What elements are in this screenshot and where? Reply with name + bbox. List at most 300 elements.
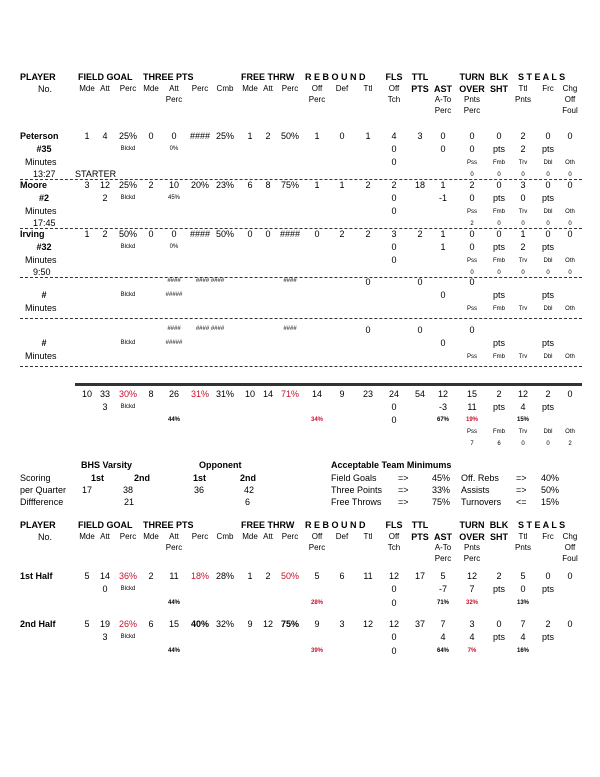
- totals-stat-over: 15: [466, 389, 478, 399]
- minimum-label: Off. Rebs: [461, 473, 499, 483]
- half-stat-ftp: 50%: [280, 571, 300, 581]
- player-stat-ftm: 0: [247, 229, 253, 239]
- minimum-op: =>: [516, 485, 527, 495]
- half-stat-ast: 5: [440, 571, 446, 581]
- player-stat-off: 1: [314, 131, 320, 141]
- blocked-label: Blckd: [120, 292, 136, 298]
- half-stat-over: 3: [469, 619, 475, 629]
- half-stl-perc: 13%: [516, 600, 530, 606]
- empty-pts: 0: [417, 277, 423, 287]
- assist-to: 1: [440, 242, 446, 252]
- half-col-att1: Att: [100, 532, 110, 541]
- top-col-ttl: Ttl: [363, 84, 373, 93]
- minutes-value: 13:27: [33, 169, 56, 179]
- half-stat-cmb: 32%: [215, 619, 235, 629]
- three-att-perc: 45%: [167, 195, 181, 201]
- steal-points: 2: [520, 242, 526, 252]
- half-col-mde2: Mde: [143, 532, 159, 541]
- empty-hash: ####: [167, 278, 181, 284]
- empty-over: 0: [469, 277, 475, 287]
- player-stat-fls: 2: [391, 180, 397, 190]
- half-stat-perc: 36%: [118, 571, 138, 581]
- bhs-varsity-title: BHS Varsity: [81, 460, 133, 470]
- pss-label: Pss: [466, 209, 478, 215]
- half-stat-ttl: 11: [363, 571, 373, 581]
- player-stat-ast: 1: [440, 180, 446, 190]
- half-stat-pts: 37: [414, 619, 426, 629]
- turnover-breakdown: 0: [497, 172, 501, 178]
- trv-label: Trv: [518, 209, 528, 215]
- half-stat-att: 14: [99, 571, 111, 581]
- totals-ato: -3: [438, 402, 448, 412]
- half-col-perc-a: Perc: [434, 554, 452, 563]
- player-stat-ftm: 1: [247, 131, 253, 141]
- trv-label: Trv: [518, 258, 528, 264]
- half-col-perc1: Perc: [119, 532, 137, 541]
- bhs-2nd-label: 2nd: [134, 473, 151, 483]
- half-col-off2: Off: [564, 543, 576, 552]
- touch-fouls: 0: [391, 157, 397, 167]
- bhs-2nd-score: 38: [123, 485, 134, 495]
- half-stat-att3: 11: [169, 571, 179, 581]
- totals-stl-pnts: 4: [520, 402, 526, 412]
- half-stat-ttl: 12: [362, 619, 374, 629]
- half-stat-stl: 5: [520, 571, 526, 581]
- totals-stat-fls: 24: [388, 389, 400, 399]
- minimum-value: 75%: [432, 497, 451, 507]
- empty-divider: [20, 366, 582, 367]
- top-freethrw-header: FREE THRW: [241, 72, 295, 82]
- player-stat-over: 0: [469, 131, 475, 141]
- dbl-label: Dbl: [543, 209, 553, 215]
- totals-stat-ttl: 23: [362, 389, 374, 399]
- half-stat-over: 12: [466, 571, 478, 581]
- totals-stat-off: 14: [311, 389, 323, 399]
- player-divider: [20, 277, 582, 278]
- empty-hash: ####: [167, 326, 181, 332]
- steal-points: 0: [520, 193, 526, 203]
- half-stat-ftm: 9: [247, 619, 253, 629]
- top-col-over: OVER: [459, 84, 485, 94]
- top-col-mde3: Mde: [242, 84, 258, 93]
- top-col-ast: AST: [434, 84, 452, 94]
- pts-label: pts: [492, 290, 506, 300]
- totals-stat-att3: 26: [168, 389, 180, 399]
- minutes-label: Minutes: [25, 157, 57, 167]
- turnover-points: 0: [469, 242, 475, 252]
- half-off-perc: 28%: [310, 600, 324, 606]
- half-col-offperc: Perc: [308, 543, 326, 552]
- half-col-perc-b: Perc: [463, 554, 481, 563]
- minimum-value: 15%: [541, 497, 560, 507]
- starter-note: STARTER: [75, 169, 117, 179]
- half-ato: 4: [440, 632, 446, 642]
- totals-stat-chg: 0: [567, 389, 573, 399]
- trv-label: Trv: [518, 160, 528, 166]
- player-stat-frc: 0: [545, 229, 551, 239]
- top-col-ato: A-To: [434, 95, 452, 104]
- diff-1st: 21: [124, 497, 135, 507]
- top-fls-header: FLS: [385, 72, 403, 82]
- player-name: Peterson: [20, 131, 59, 141]
- empty-ttl: 0: [365, 325, 371, 335]
- half-col-chg: Chg: [562, 532, 578, 541]
- turnover-breakdown: 0: [546, 221, 550, 227]
- opp-2nd-score: 42: [244, 485, 255, 495]
- half-stat-fls: 12: [388, 619, 400, 629]
- half-stat-fta: 12: [262, 619, 274, 629]
- top-col-cmb: Cmb: [216, 84, 234, 93]
- half-tch: 0: [391, 646, 397, 656]
- empty-hash: #### ####: [195, 278, 225, 284]
- totals-off-perc: 34%: [310, 417, 324, 423]
- minimum-op: =>: [398, 497, 409, 507]
- player-stat-ftp: 75%: [280, 180, 300, 190]
- top-col-att3: Att: [263, 84, 273, 93]
- minimum-label: Turnovers: [461, 497, 502, 507]
- half-threepts-header: THREE PTS: [143, 520, 194, 530]
- half-stat-ftm: 1: [247, 571, 253, 581]
- top-col-att2: Att: [169, 84, 179, 93]
- dbl-label: Dbl: [543, 160, 553, 166]
- turnover-breakdown: 2: [470, 221, 474, 227]
- half-att-perc: 44%: [167, 600, 181, 606]
- half-ato-perc: 71%: [436, 600, 450, 606]
- scoring-label: Scoring: [20, 473, 51, 483]
- half-att-perc: 44%: [167, 648, 181, 654]
- player-stat-fls: 3: [391, 229, 397, 239]
- player-stat-frc: 0: [545, 180, 551, 190]
- half-stat-cmb: 28%: [215, 571, 235, 581]
- half-col-frc: Frc: [542, 532, 554, 541]
- minutes-value: 9:50: [33, 267, 51, 277]
- empty-divider: [20, 318, 582, 319]
- minutes-value: 17:45: [33, 218, 56, 228]
- pts-label: pts: [541, 242, 555, 252]
- empty-ttl: 0: [365, 277, 371, 287]
- minimum-label: Assists: [461, 485, 490, 495]
- top-col-tch: Tch: [387, 95, 401, 104]
- half-stat-chg: 0: [567, 571, 573, 581]
- player-stat-chg: 0: [567, 131, 573, 141]
- player-number: #35: [36, 144, 52, 154]
- oth-label: Oth: [565, 209, 575, 215]
- half-stat-frc: 2: [545, 619, 551, 629]
- empty-hash: ####: [283, 278, 297, 284]
- totals-stat-mde: 10: [81, 389, 93, 399]
- half-stat-sht: 0: [496, 619, 502, 629]
- minimum-op: =>: [398, 473, 409, 483]
- top-col-chg: Chg: [562, 84, 578, 93]
- totals-stat-pts: 54: [414, 389, 426, 399]
- minutes-label: Minutes: [25, 303, 57, 313]
- turnover-breakdown: 0: [568, 270, 572, 276]
- half-col-perc2: Perc: [191, 532, 209, 541]
- trv-label: Trv: [518, 306, 528, 312]
- oth-label: Oth: [565, 160, 575, 166]
- totals-over-perc: 19%: [465, 417, 479, 423]
- half-stat-frc: 0: [545, 571, 551, 581]
- minutes-label: Minutes: [25, 255, 57, 265]
- half-col-ato: A-To: [434, 543, 452, 552]
- assist-to: 0: [440, 144, 446, 154]
- player-stat-mde3: 0: [148, 131, 154, 141]
- opponent-title: Opponent: [199, 460, 242, 470]
- per-quarter-label: per Quarter: [20, 485, 67, 495]
- opp-2nd-label: 2nd: [240, 473, 257, 483]
- player-stat-chg: 0: [567, 229, 573, 239]
- player-stat-ttl: 2: [365, 180, 371, 190]
- player-stat-mde: 1: [84, 229, 90, 239]
- top-col-def: Def: [335, 84, 349, 93]
- top-fieldgoal-header: FIELD GOAL: [78, 72, 133, 82]
- minimum-op: <=: [516, 497, 527, 507]
- minimum-op: =>: [516, 473, 527, 483]
- steal-points: 2: [520, 144, 526, 154]
- player-stat-def: 2: [339, 229, 345, 239]
- top-col-foul: Foul: [562, 106, 578, 115]
- player-stat-ast: 0: [440, 131, 446, 141]
- top-turn-header: TURN: [459, 72, 485, 82]
- totals-stat-perc3: 31%: [190, 389, 210, 399]
- half-blk-header: BLK: [489, 520, 509, 530]
- turnover-breakdown: 0: [497, 221, 501, 227]
- pts-label: pts: [541, 584, 555, 594]
- player-stat-att3: 10: [168, 180, 180, 190]
- pss-label: Pss: [466, 354, 478, 360]
- top-no-header: No.: [37, 84, 53, 94]
- half-stat-ftp: 75%: [280, 619, 300, 629]
- half-label: 1st Half: [20, 571, 53, 581]
- trv-label: Trv: [518, 354, 528, 360]
- bhs-1st-score: 17: [82, 485, 93, 495]
- player-stat-cmb: 50%: [215, 229, 235, 239]
- totals-breakdown: 7: [470, 441, 474, 447]
- minimum-label: Three Points: [331, 485, 383, 495]
- empty-pts: 0: [417, 325, 423, 335]
- player-stat-perc: 25%: [118, 131, 138, 141]
- minutes-label: Minutes: [25, 351, 57, 361]
- top-col-offperc: Perc: [308, 95, 326, 104]
- half-stat-chg: 0: [567, 619, 573, 629]
- fmb-label: Fmb: [493, 258, 505, 264]
- bhs-1st-label: 1st: [91, 473, 105, 483]
- minutes-label: Minutes: [25, 206, 57, 216]
- totals-breakdown: 6: [497, 441, 501, 447]
- totals-stat-frc: 2: [545, 389, 551, 399]
- player-stat-cmb: 25%: [215, 131, 235, 141]
- oth-label: Oth: [565, 258, 575, 264]
- half-col-pnts: Pnts: [463, 543, 481, 552]
- player-stat-att: 2: [102, 229, 108, 239]
- half-ttl-header: TTL: [411, 520, 429, 530]
- half-stat-mde3: 2: [148, 571, 154, 581]
- minimum-value: 40%: [541, 473, 560, 483]
- half-stat-sht: 2: [496, 571, 502, 581]
- player-name: Irving: [20, 229, 45, 239]
- minimum-value: 45%: [432, 473, 451, 483]
- dbl-label: Dbl: [543, 429, 553, 435]
- player-stat-att3: 0: [171, 229, 177, 239]
- oth-label: Oth: [565, 429, 575, 435]
- player-stat-off: 1: [314, 180, 320, 190]
- player-stat-ftp: 50%: [280, 131, 300, 141]
- top-blk-header: BLK: [489, 72, 509, 82]
- blocked-label: Blckd: [120, 404, 136, 410]
- player-number: #32: [36, 242, 52, 252]
- half-col-stlpnts: Pnts: [514, 543, 532, 552]
- turnover-points: 0: [469, 193, 475, 203]
- half-stat-perc3: 18%: [190, 571, 210, 581]
- blocked-count: 2: [102, 193, 108, 203]
- minimum-label: Field Goals: [331, 473, 377, 483]
- top-col-pnts: Pnts: [463, 95, 481, 104]
- turnover-breakdown: 0: [470, 270, 474, 276]
- half-col-cmb: Cmb: [216, 532, 234, 541]
- fouls-offensive: 0: [391, 242, 397, 252]
- fouls-offensive: 0: [391, 144, 397, 154]
- half-stat-pts: 17: [414, 571, 426, 581]
- half-stat-perc3: 40%: [190, 619, 210, 629]
- pts-label: pts: [541, 402, 555, 412]
- half-col-fls_off: Off: [388, 532, 400, 541]
- opp-1st-score: 36: [194, 485, 205, 495]
- player-stat-fta: 2: [265, 131, 271, 141]
- player-stat-chg: 0: [567, 180, 573, 190]
- top-threepts-header: THREE PTS: [143, 72, 194, 82]
- player-stat-stl: 3: [520, 180, 526, 190]
- totals-blocked: 3: [102, 402, 108, 412]
- pts-label: pts: [541, 632, 555, 642]
- totals-tch: 0: [391, 415, 397, 425]
- blocked-label: Blckd: [120, 340, 136, 346]
- half-ato: -7: [438, 584, 448, 594]
- half-blocked: 0: [102, 584, 108, 594]
- empty-hash: #####: [165, 292, 183, 298]
- half-col-over: OVER: [459, 532, 485, 542]
- half-player-header: PLAYER: [20, 520, 56, 530]
- turnover-breakdown: 0: [546, 270, 550, 276]
- half-rebound-header: R E B O U N D: [305, 520, 366, 530]
- player-name: Moore: [20, 180, 47, 190]
- half-off-perc: 39%: [310, 648, 324, 654]
- touch-fouls: 0: [391, 206, 397, 216]
- player-stat-perc: 50%: [118, 229, 138, 239]
- totals-stat-ftm: 10: [244, 389, 256, 399]
- minimum-label: Free Throws: [331, 497, 382, 507]
- half-stat-stl: 7: [520, 619, 526, 629]
- player-stat-def: 0: [339, 131, 345, 141]
- half-stat-perc: 26%: [118, 619, 138, 629]
- half-stat-off: 5: [314, 571, 320, 581]
- player-stat-ttl: 2: [365, 229, 371, 239]
- totals-stat-perc: 30%: [118, 389, 138, 399]
- half-col-mde3: Mde: [242, 532, 258, 541]
- top-steals-header: S T E A L S: [518, 72, 566, 82]
- player-stat-mde: 3: [84, 180, 90, 190]
- diff-2nd: 6: [245, 497, 251, 507]
- half-stat-mde: 5: [84, 619, 90, 629]
- half-stat-att3: 15: [168, 619, 180, 629]
- dbl-label: Dbl: [543, 306, 553, 312]
- empty-hash: #### ####: [195, 326, 225, 332]
- player-number: #2: [38, 193, 50, 203]
- oth-label: Oth: [565, 354, 575, 360]
- empty-hash: #####: [165, 340, 183, 346]
- half-blocked: 3: [102, 632, 108, 642]
- half-fls-off: 0: [391, 584, 397, 594]
- player-stat-stl: 1: [520, 229, 526, 239]
- pts-label: pts: [541, 193, 555, 203]
- pss-label: Pss: [466, 160, 478, 166]
- half-stl-pnts: 4: [520, 632, 526, 642]
- totals-stat-ftp: 71%: [280, 389, 300, 399]
- half-fls-off: 0: [391, 632, 397, 642]
- player-stat-att: 12: [99, 180, 111, 190]
- turnover-points: 0: [469, 144, 475, 154]
- empty-hash: ####: [283, 326, 297, 332]
- half-turn-header: TURN: [459, 520, 485, 530]
- blocked-label: Blckd: [120, 586, 136, 592]
- fmb-label: Fmb: [493, 160, 505, 166]
- player-stat-fta: 0: [265, 229, 271, 239]
- player-stat-mde3: 2: [148, 180, 154, 190]
- half-stat-def: 6: [339, 571, 345, 581]
- totals-stat-stl: 12: [517, 389, 529, 399]
- top-col-mde1: Mde: [79, 84, 95, 93]
- half-steals-header: S T E A L S: [518, 520, 566, 530]
- totals-stat-att: 33: [99, 389, 111, 399]
- half-tch: 0: [391, 598, 397, 608]
- blocked-label: Blckd: [120, 195, 136, 201]
- half-over-pnts: 7: [469, 584, 475, 594]
- half-col-mde1: Mde: [79, 532, 95, 541]
- totals-stat-sht: 2: [496, 389, 502, 399]
- totals-over-pnts: 11: [467, 402, 477, 412]
- half-over-perc: 7%: [467, 648, 477, 654]
- top-rebound-header: R E B O U N D: [305, 72, 366, 82]
- totals-stat-mde3: 8: [148, 389, 154, 399]
- half-stat-fta: 2: [265, 571, 271, 581]
- half-col-att2: Att: [169, 532, 179, 541]
- player-stat-perc3: 20%: [190, 180, 210, 190]
- half-col-att3: Att: [263, 532, 273, 541]
- assist-to: -1: [438, 193, 448, 203]
- dbl-label: Dbl: [543, 258, 553, 264]
- assist-to: 0: [440, 338, 446, 348]
- half-col-ttl: Ttl: [363, 532, 373, 541]
- turnover-breakdown: 0: [568, 172, 572, 178]
- player-stat-sht: 0: [496, 229, 502, 239]
- fmb-label: Fmb: [493, 306, 505, 312]
- half-col-pts: PTS: [411, 532, 429, 542]
- totals-divider: [75, 383, 582, 386]
- pts-label: pts: [492, 402, 506, 412]
- blocked-label: Blckd: [120, 244, 136, 250]
- top-col-perc2: Perc: [191, 84, 209, 93]
- top-col-perc3: Perc: [281, 84, 299, 93]
- player-stat-pts: 2: [417, 229, 423, 239]
- half-col-tch: Tch: [387, 543, 401, 552]
- player-stat-ftp: ####: [279, 229, 301, 239]
- pts-label: pts: [492, 144, 506, 154]
- player-stat-cmb: 23%: [215, 180, 235, 190]
- pts-label: pts: [541, 338, 555, 348]
- three-att-perc: 0%: [169, 244, 179, 250]
- top-col-attperc: Perc: [165, 95, 183, 104]
- fmb-label: Fmb: [493, 354, 505, 360]
- half-stl-perc: 16%: [516, 648, 530, 654]
